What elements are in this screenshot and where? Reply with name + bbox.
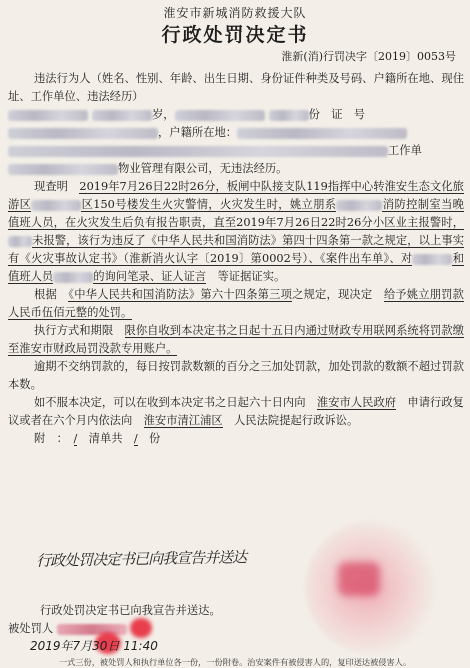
document-number: 淮新(消)行罚决字〔2019〕0053号	[281, 50, 456, 63]
handwritten-acknowledgement: 行政处罚决定书已向我宣告并送达	[35, 548, 247, 570]
seal-center	[338, 562, 380, 596]
delivery-statement: 行政处罚决定书已向我宣告并送达。	[40, 604, 221, 617]
agency-name: 淮安市新城消防救援大队	[163, 6, 307, 20]
overdue-paragraph: 逾期不交纳罚款的，每日按罚款数额的百分之三加处罚款，加处罚款的数额不超过罚款本数。	[8, 360, 464, 391]
document-body	[8, 70, 464, 448]
fingerprint-stamp	[130, 618, 152, 638]
party-intro: 违法行为人（姓名、性别、年龄、出生日期、身份证件种类及号码、户籍所在地、现住址、工作单位、违法经历）	[8, 72, 464, 103]
footer-note: 一式三份，被处罚人和执行单位各一份，一份附卷。治安案件有被侵害人的，复印送达被侵害人。	[58, 657, 412, 667]
delivery-date: 2019年7月30日 11:40	[30, 639, 158, 653]
execution-paragraph: 执行方式和期限 限你自收到本决定书之日起十五日内通过财政专用联网系统将罚款缴至淮安市财政局罚没款专用账户。	[8, 324, 464, 355]
attachment-line: 附 ： / 清单共 / 份	[33, 432, 161, 445]
party-details: 岁， 份 证 号 ，户籍所在地： 工作单 物业管理有限公司，无违法经历。	[8, 106, 464, 178]
appeal-paragraph: 如不服本决定，可以在收到本决定书之日起六十日内向 淮安市人民政府 申请行政复议或者在六个月内依法向 淮安市清江浦区 人民法院提起行政诉讼。	[8, 396, 464, 427]
recipient-label: 被处罚人	[8, 620, 127, 636]
document-title: 行政处罚决定书	[161, 24, 309, 46]
facts-paragraph: 现查明 2019年7月26日22时26分，板闸中队接支队119指挥中心转淮安生态文化旅游区 区150号楼发生火灾警情，火灾发生时，姚立朋系 消防控制室当晚值班人员，在火灾发生后负有报告职责，直至2019年7月26日22时26分小区业主报警时，未报警，该行为违反了《中华人民共和国消防法》第四十四条第一款之规定，以上事实有《火灾事故认定书》（淮新消火认字〔2019〕第0002号）、《案件出车单》、对 和值班人员 的询问笔录、证人证言 等证据证实。	[8, 180, 464, 283]
decision-paragraph: 根据 《中华人民共和国消防法》第六十四条第三项之规定，现决定 给予姚立朋罚款人民币伍佰元整的处罚。	[8, 288, 464, 319]
